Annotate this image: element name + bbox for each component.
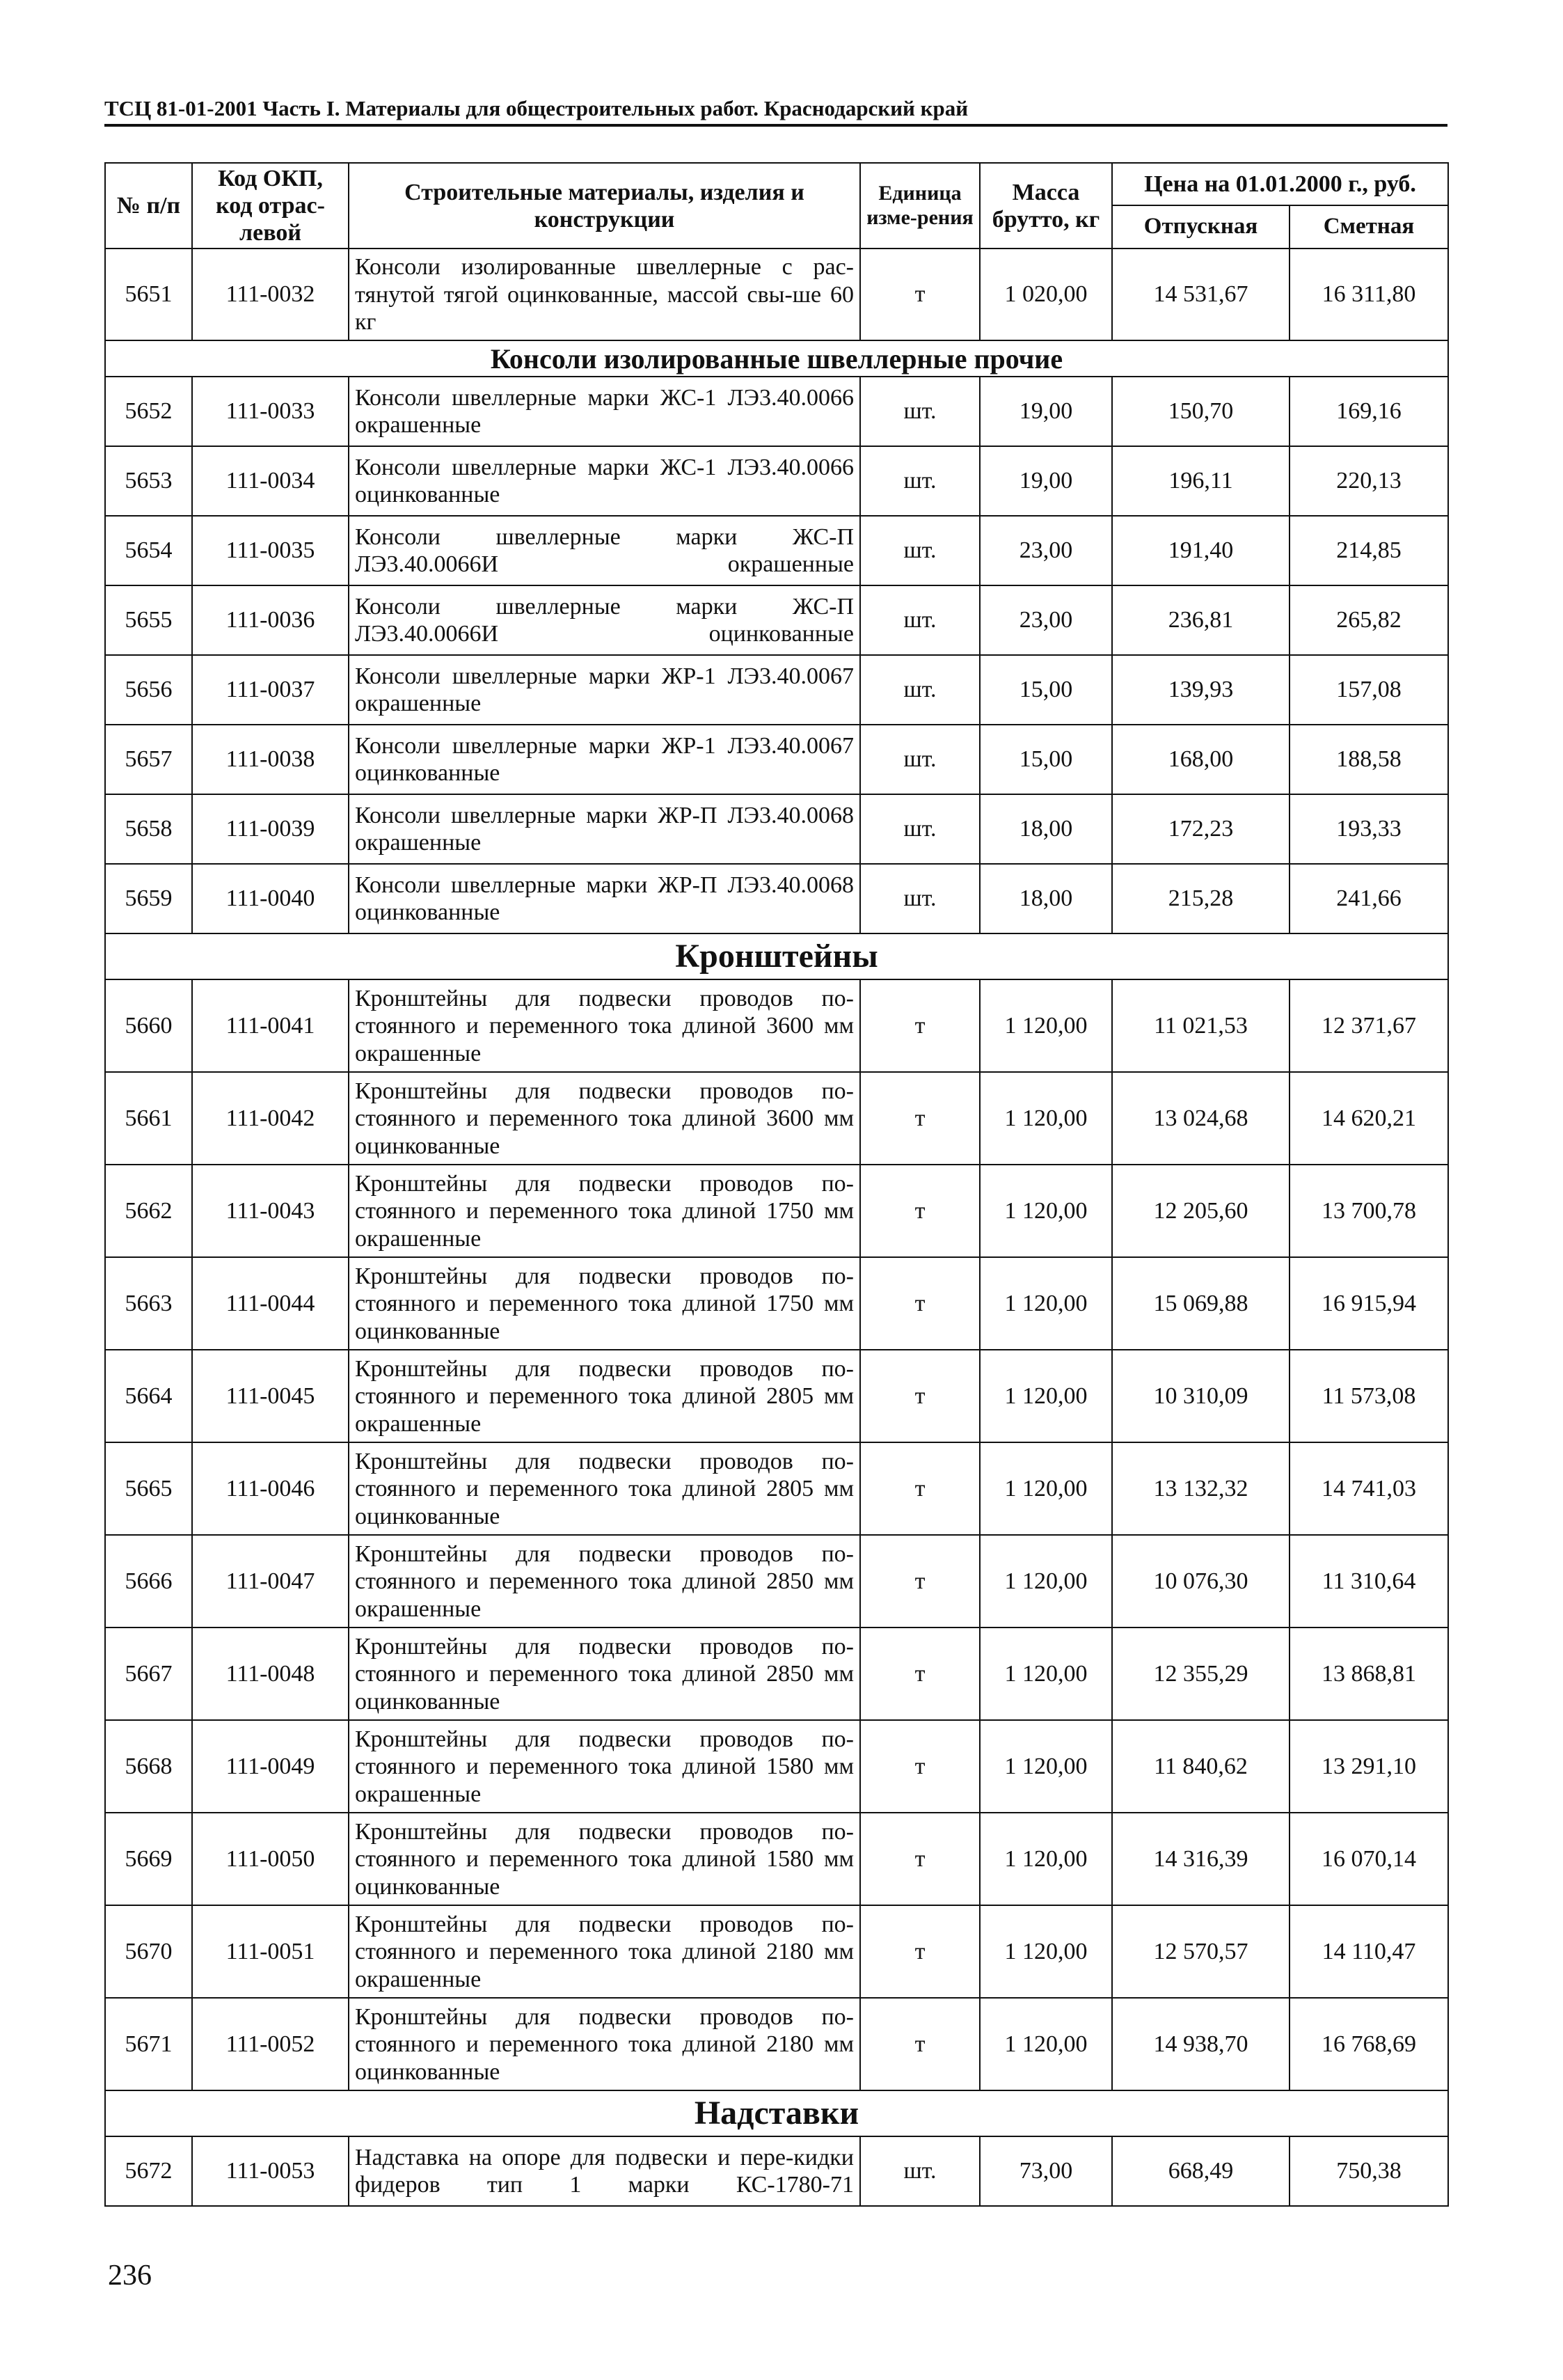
cell-mass: 1 120,00 (980, 1535, 1112, 1628)
cell-num: 5665 (105, 1442, 192, 1535)
cell-mass: 15,00 (980, 655, 1112, 725)
cell-mass: 1 120,00 (980, 1442, 1112, 1535)
cell-unit: т (860, 249, 980, 340)
cell-mass: 1 120,00 (980, 1905, 1112, 1998)
cell-price1: 172,23 (1112, 794, 1290, 864)
cell-mass: 19,00 (980, 377, 1112, 446)
cell-price1: 168,00 (1112, 725, 1290, 794)
cell-desc: Кронштейны для подвески проводов по-стоянного и переменного тока длиной 1750 мм оцинкованные (349, 1257, 860, 1350)
cell-unit: шт. (860, 725, 980, 794)
cell-price1: 13 132,32 (1112, 1442, 1290, 1535)
cell-num: 5656 (105, 655, 192, 725)
cell-price2: 13 291,10 (1290, 1720, 1448, 1813)
table-row (105, 1535, 1448, 1628)
cell-price1: 11 021,53 (1112, 979, 1290, 1072)
cell-desc: Кронштейны для подвески проводов по-стоянного и переменного тока длиной 2805 мм оцинкованные (349, 1442, 860, 1535)
table-row (105, 1350, 1448, 1442)
cell-price2: 13 868,81 (1290, 1628, 1448, 1720)
cell-price2: 11 573,08 (1290, 1350, 1448, 1442)
cell-desc: Кронштейны для подвески проводов по-стоянного и переменного тока длиной 1580 мм окрашенные (349, 1720, 860, 1813)
cell-price1: 150,70 (1112, 377, 1290, 446)
cell-price1: 12 570,57 (1112, 1905, 1290, 1998)
table-row (105, 585, 1448, 655)
cell-desc: Кронштейны для подвески проводов по-стоянного и переменного тока длиной 3600 мм оцинкованные (349, 1072, 860, 1165)
col-price-group-header: Цена на 01.01.2000 г., руб. (1112, 163, 1448, 205)
table-row (105, 979, 1448, 1072)
cell-num: 5659 (105, 864, 192, 933)
table-row (105, 794, 1448, 864)
table-row (105, 1165, 1448, 1257)
cell-price1: 14 531,67 (1112, 249, 1290, 340)
cell-desc: Консоли швеллерные марки ЖС-1 ЛЭ3.40.0066 оцинкованные (349, 446, 860, 516)
cell-num: 5657 (105, 725, 192, 794)
cell-desc: Консоли швеллерные марки ЖР-П ЛЭ3.40.0068 оцинкованные (349, 864, 860, 933)
cell-price1: 236,81 (1112, 585, 1290, 655)
page-header: ТСЦ 81-01-2001 Часть I. Материалы для общестроительных работ. Краснодарский край (104, 96, 1447, 127)
cell-price2: 16 915,94 (1290, 1257, 1448, 1350)
cell-desc: Кронштейны для подвески проводов по-стоянного и переменного тока длиной 2805 мм окрашенные (349, 1350, 860, 1442)
cell-mass: 18,00 (980, 864, 1112, 933)
cell-code: 111-0041 (192, 979, 349, 1072)
cell-mass: 1 120,00 (980, 1720, 1112, 1813)
cell-code: 111-0042 (192, 1072, 349, 1165)
cell-desc: Консоли швеллерные марки ЖС-П ЛЭ3.40.0066И окрашенные (349, 516, 860, 585)
cell-code: 111-0032 (192, 249, 349, 340)
cell-price1: 139,93 (1112, 655, 1290, 725)
cell-code: 111-0037 (192, 655, 349, 725)
cell-code: 111-0051 (192, 1905, 349, 1998)
cell-unit: т (860, 1442, 980, 1535)
cell-price2: 16 311,80 (1290, 249, 1448, 340)
cell-mass: 1 020,00 (980, 249, 1112, 340)
cell-desc: Кронштейны для подвески проводов по-стоянного и переменного тока длиной 3600 мм окрашенные (349, 979, 860, 1072)
table-row (105, 1442, 1448, 1535)
cell-code: 111-0036 (192, 585, 349, 655)
cell-unit: т (860, 1350, 980, 1442)
cell-price1: 14 316,39 (1112, 1813, 1290, 1905)
cell-unit: т (860, 1998, 980, 2090)
cell-num: 5658 (105, 794, 192, 864)
cell-code: 111-0047 (192, 1535, 349, 1628)
cell-unit: т (860, 1257, 980, 1350)
table-row (105, 516, 1448, 585)
cell-code: 111-0046 (192, 1442, 349, 1535)
cell-price2: 750,38 (1290, 2136, 1448, 2206)
col-price1-header: Отпускная (1112, 205, 1290, 249)
cell-price2: 241,66 (1290, 864, 1448, 933)
col-desc-header: Строительные материалы, изделия и конструкции (349, 163, 860, 249)
cell-code: 111-0039 (192, 794, 349, 864)
cell-price1: 668,49 (1112, 2136, 1290, 2206)
cell-unit: т (860, 1813, 980, 1905)
cell-price1: 14 938,70 (1112, 1998, 1290, 2090)
cell-num: 5667 (105, 1628, 192, 1720)
cell-unit: шт. (860, 864, 980, 933)
cell-code: 111-0048 (192, 1628, 349, 1720)
cell-num: 5664 (105, 1350, 192, 1442)
cell-price2: 16 070,14 (1290, 1813, 1448, 1905)
cell-num: 5655 (105, 585, 192, 655)
table-row (105, 1720, 1448, 1813)
cell-unit: т (860, 1165, 980, 1257)
cell-unit: шт. (860, 794, 980, 864)
section-title: Консоли изолированные швеллерные прочие (105, 340, 1448, 377)
cell-unit: т (860, 1720, 980, 1813)
cell-unit: шт. (860, 446, 980, 516)
cell-mass: 23,00 (980, 585, 1112, 655)
cell-code: 111-0043 (192, 1165, 349, 1257)
section-row (105, 2090, 1448, 2136)
cell-unit: т (860, 1072, 980, 1165)
cell-price1: 15 069,88 (1112, 1257, 1290, 1350)
col-mass-header: Масса брутто, кг (980, 163, 1112, 249)
cell-mass: 1 120,00 (980, 979, 1112, 1072)
table-row (105, 377, 1448, 446)
cell-price1: 13 024,68 (1112, 1072, 1290, 1165)
cell-price1: 10 076,30 (1112, 1535, 1290, 1628)
section-title: Надставки (105, 2090, 1448, 2136)
table-row (105, 655, 1448, 725)
cell-code: 111-0049 (192, 1720, 349, 1813)
cell-unit: шт. (860, 655, 980, 725)
cell-num: 5661 (105, 1072, 192, 1165)
cell-price2: 188,58 (1290, 725, 1448, 794)
cell-price2: 169,16 (1290, 377, 1448, 446)
table-row (105, 1998, 1448, 2090)
table-row (105, 1813, 1448, 1905)
col-code-header: Код ОКП, код отрас-левой (192, 163, 349, 249)
cell-num: 5668 (105, 1720, 192, 1813)
cell-code: 111-0033 (192, 377, 349, 446)
cell-code: 111-0038 (192, 725, 349, 794)
cell-desc: Надставка на опоре для подвески и пере-кидки фидеров тип 1 марки КС-1780-71 (349, 2136, 860, 2206)
table-row (105, 1628, 1448, 1720)
cell-num: 5672 (105, 2136, 192, 2206)
table-row (105, 864, 1448, 933)
cell-mass: 23,00 (980, 516, 1112, 585)
cell-num: 5654 (105, 516, 192, 585)
cell-num: 5660 (105, 979, 192, 1072)
cell-desc: Кронштейны для подвески проводов по-стоянного и переменного тока длиной 2180 мм окрашенные (349, 1905, 860, 1998)
cell-price2: 193,33 (1290, 794, 1448, 864)
cell-mass: 1 120,00 (980, 1813, 1112, 1905)
cell-price2: 220,13 (1290, 446, 1448, 516)
cell-num: 5666 (105, 1535, 192, 1628)
table-header (105, 163, 1448, 249)
cell-code: 111-0044 (192, 1257, 349, 1350)
cell-desc: Консоли швеллерные марки ЖР-1 ЛЭ3.40.0067 окрашенные (349, 655, 860, 725)
cell-price2: 16 768,69 (1290, 1998, 1448, 2090)
cell-num: 5651 (105, 249, 192, 340)
cell-desc: Кронштейны для подвески проводов по-стоянного и переменного тока длиной 1750 мм окрашенные (349, 1165, 860, 1257)
cell-mass: 1 120,00 (980, 1350, 1112, 1442)
cell-unit: шт. (860, 2136, 980, 2206)
table-row (105, 725, 1448, 794)
col-unit-header: Единица изме-рения (860, 163, 980, 249)
cell-mass: 1 120,00 (980, 1072, 1112, 1165)
cell-desc: Консоли швеллерные марки ЖР-П ЛЭ3.40.0068 окрашенные (349, 794, 860, 864)
cell-desc: Кронштейны для подвески проводов по-стоянного и переменного тока длиной 2850 мм окрашенные (349, 1535, 860, 1628)
cell-mass: 18,00 (980, 794, 1112, 864)
cell-price2: 157,08 (1290, 655, 1448, 725)
cell-unit: шт. (860, 516, 980, 585)
cell-price1: 191,40 (1112, 516, 1290, 585)
cell-price1: 215,28 (1112, 864, 1290, 933)
cell-price2: 14 741,03 (1290, 1442, 1448, 1535)
cell-code: 111-0040 (192, 864, 349, 933)
cell-unit: т (860, 1905, 980, 1998)
cell-desc: Кронштейны для подвески проводов по-стоянного и переменного тока длиной 2850 мм оцинкованные (349, 1628, 860, 1720)
table-row (105, 446, 1448, 516)
table-row (105, 249, 1448, 340)
cell-num: 5669 (105, 1813, 192, 1905)
cell-price2: 12 371,67 (1290, 979, 1448, 1072)
cell-code: 111-0052 (192, 1998, 349, 2090)
col-price2-header: Сметная (1290, 205, 1448, 249)
cell-desc: Кронштейны для подвески проводов по-стоянного и переменного тока длиной 2180 мм оцинкованные (349, 1998, 860, 2090)
cell-mass: 1 120,00 (980, 1257, 1112, 1350)
page-number: 236 (108, 2260, 152, 2292)
cell-mass: 19,00 (980, 446, 1112, 516)
cell-code: 111-0050 (192, 1813, 349, 1905)
cell-price1: 12 355,29 (1112, 1628, 1290, 1720)
cell-desc: Консоли швеллерные марки ЖС-1 ЛЭ3.40.0066 окрашенные (349, 377, 860, 446)
cell-mass: 1 120,00 (980, 1628, 1112, 1720)
cell-price2: 214,85 (1290, 516, 1448, 585)
cell-unit: шт. (860, 377, 980, 446)
cell-price2: 265,82 (1290, 585, 1448, 655)
cell-num: 5671 (105, 1998, 192, 2090)
cell-unit: шт. (860, 585, 980, 655)
col-num-header: № п/п (105, 163, 192, 249)
cell-code: 111-0053 (192, 2136, 349, 2206)
cell-num: 5653 (105, 446, 192, 516)
cell-price2: 13 700,78 (1290, 1165, 1448, 1257)
cell-mass: 1 120,00 (980, 1998, 1112, 2090)
table-row (105, 2136, 1448, 2206)
section-title: Кронштейны (105, 933, 1448, 979)
cell-desc: Консоли швеллерные марки ЖС-П ЛЭ3.40.0066И оцинкованные (349, 585, 860, 655)
table-row (105, 1072, 1448, 1165)
cell-unit: т (860, 1628, 980, 1720)
cell-desc: Консоли изолированные швеллерные с рас-тянутой тягой оцинкованные, массой свы-ше 60 кг (349, 249, 860, 340)
cell-price1: 10 310,09 (1112, 1350, 1290, 1442)
cell-price1: 12 205,60 (1112, 1165, 1290, 1257)
cell-num: 5663 (105, 1257, 192, 1350)
cell-mass: 1 120,00 (980, 1165, 1112, 1257)
cell-price2: 14 620,21 (1290, 1072, 1448, 1165)
cell-num: 5652 (105, 377, 192, 446)
cell-price1: 11 840,62 (1112, 1720, 1290, 1813)
cell-num: 5670 (105, 1905, 192, 1998)
cell-mass: 15,00 (980, 725, 1112, 794)
cell-mass: 73,00 (980, 2136, 1112, 2206)
cell-desc: Кронштейны для подвески проводов по-стоянного и переменного тока длиной 1580 мм оцинкованные (349, 1813, 860, 1905)
section-row (105, 340, 1448, 377)
cell-desc: Консоли швеллерные марки ЖР-1 ЛЭ3.40.0067 оцинкованные (349, 725, 860, 794)
table-row (105, 1257, 1448, 1350)
cell-unit: т (860, 979, 980, 1072)
table-body (105, 249, 1448, 2206)
cell-price2: 14 110,47 (1290, 1905, 1448, 1998)
price-table (104, 162, 1449, 2207)
cell-unit: т (860, 1535, 980, 1628)
table-row (105, 1905, 1448, 1998)
cell-code: 111-0034 (192, 446, 349, 516)
cell-price1: 196,11 (1112, 446, 1290, 516)
cell-code: 111-0045 (192, 1350, 349, 1442)
cell-num: 5662 (105, 1165, 192, 1257)
cell-price2: 11 310,64 (1290, 1535, 1448, 1628)
cell-code: 111-0035 (192, 516, 349, 585)
section-row (105, 933, 1448, 979)
